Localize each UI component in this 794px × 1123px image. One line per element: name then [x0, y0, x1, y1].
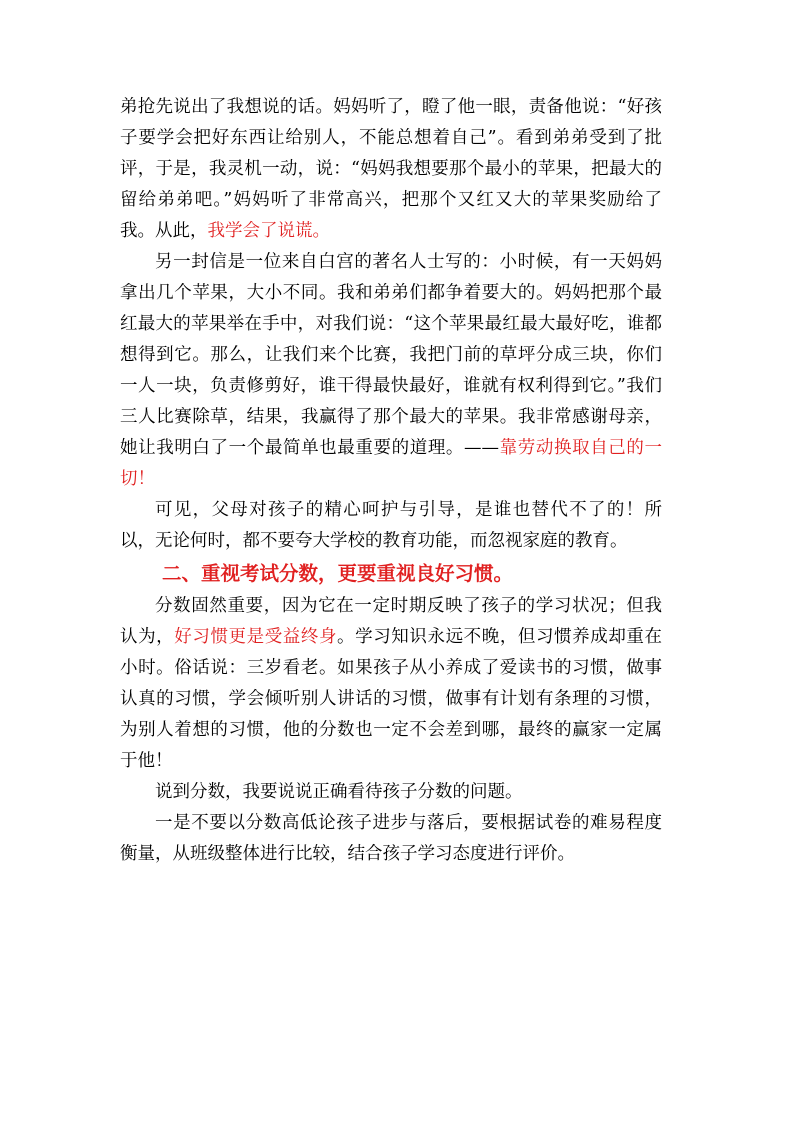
paragraph-apple-story — [120, 92, 662, 247]
paragraph-point-one: 一是不要以分数高低论孩子进步与落后，要根据试卷的难易程度衡量，从班级整体进行比较，结合孩子学习态度进行评价。 — [120, 813, 662, 864]
paragraph-parents-guidance: 可见，父母对孩子的精心呵护与引导，是谁也替代不了的！所以，无论何时，都不要夸大学校的教育功能，而忽视家庭的教育。 — [120, 500, 662, 551]
paragraph-good-habits — [120, 591, 662, 777]
section-heading: 二、重视考试分数，更要重视良好习惯。 — [162, 562, 514, 585]
highlight-text: 好习惯更是受益终身 — [174, 627, 338, 647]
paragraph-text: 分数固然重要，因为它在一定时期反映了孩子的学习状况；但我认为， — [120, 596, 662, 647]
highlight-text: 靠劳动换取自己的一切！ — [120, 438, 663, 489]
paragraph-text: 弟抢先说出了我想说的话。妈妈听了，瞪了他一眼，责备他说：“好孩子要学会把好东西让给别人，不能总想着自己”。看到弟弟受到了批评，于是，我灵机一动，说：“妈妈我想要那个最小的苹果，把最大的留给弟弟吧。”妈妈听了非常高兴，把那个又红又大的苹果奖励给了我。从此， — [120, 97, 662, 241]
paragraph-white-house-letter — [120, 247, 662, 495]
paragraph-text: 另一封信是一位来自白宫的著名人士写的：小时候，有一天妈妈拿出几个苹果，大小不同。我和弟弟们都争着要大的。妈妈把那个最红最大的苹果举在手中，对我们说：“这个苹果最红最大最好吃，谁都想得到它。那么，让我们来个比赛，我把门前的草坪分成三块，你们一人一块，负责修剪好，谁干得最快最好，谁就有权利得到它。”我们三人比赛除草，结果，我赢得了那个最大的苹果。我非常感谢母亲，她让我明白了一个最简单也最重要的道理。—— — [120, 252, 662, 458]
highlight-text: 我学会了说谎。 — [207, 221, 330, 241]
paragraph-about-scores: 说到分数，我要说说正确看待孩子分数的问题。 — [155, 782, 523, 802]
paragraph-text: 。学习知识永远不晚，但习惯养成却重在小时。俗话说：三岁看老。如果孩子从小养成了爱读书的习惯，做事认真的习惯，学会倾听别人讲话的习惯，做事有计划有条理的习惯，为别人着想的习惯，他的分数也一定不会差到哪，最终的赢家一定属于他！ — [120, 627, 663, 771]
document-body — [120, 92, 662, 870]
